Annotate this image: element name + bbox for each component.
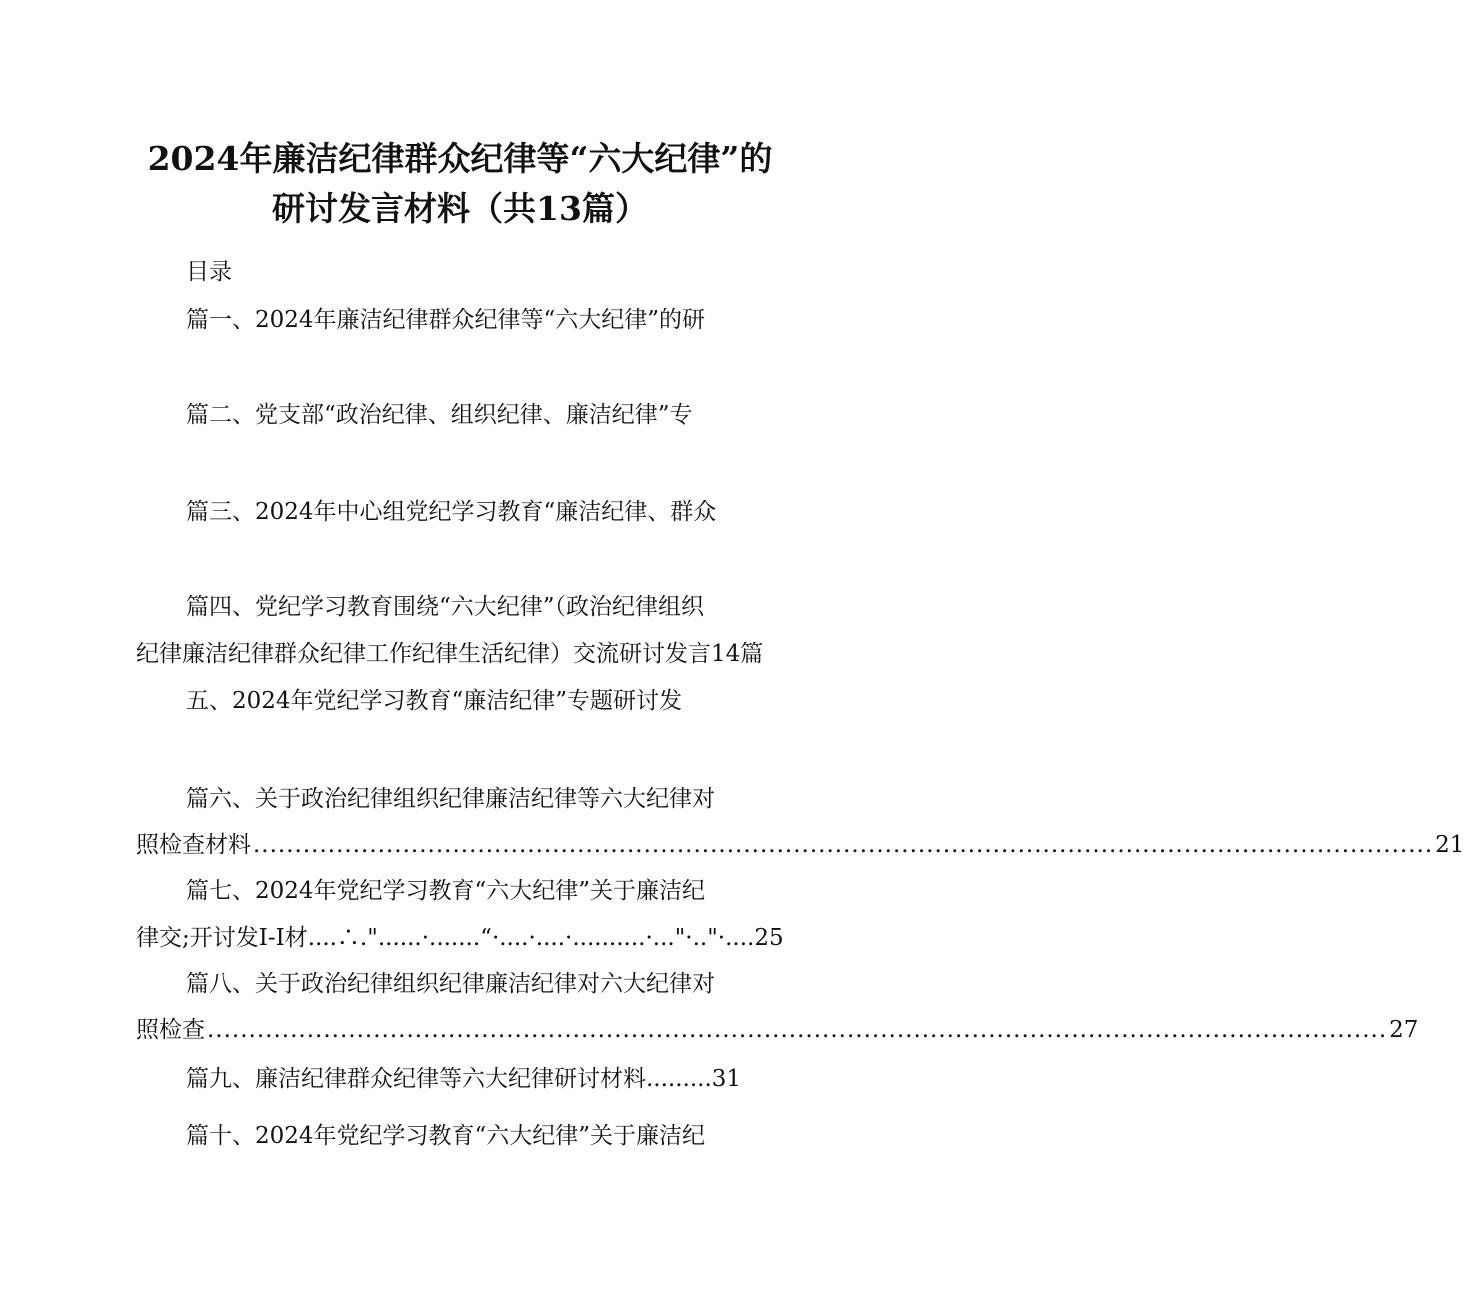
toc-entry-8-page: 27 [1389,1017,1419,1043]
toc-entry-6: 篇六、关于政治纪律组织纪律廉洁纪律等六大纪律对 [186,786,715,812]
toc-entry-8-continuation [136,1015,1419,1045]
toc-entry-7-continuation: 律交;开讨发I-I材....∴."......·.......“·....·....·..........·..."·.."·....25 [136,925,784,951]
toc-heading: 目录 [186,259,232,285]
toc-dot-leader: .............................................................................................................................................. [207,1017,1388,1043]
document-title-line-2: 研讨发言材料（共13篇） [272,189,648,228]
toc-entry-10: 篇十、2024年党纪学习教育“六大纪律”关于廉洁纪 [186,1123,706,1149]
toc-entry-8-label: 照检查 [136,1017,205,1043]
document-title-line-1: 2024年廉洁纪律群众纪律等“六大纪律”的 [147,139,773,178]
toc-entry-6-continuation [136,830,1464,860]
toc-entry-3: 篇三、2024年中心组党纪学习教育“廉洁纪律、群众 [186,499,717,525]
toc-entry-5: 五、2024年党纪学习教育“廉洁纪律”专题研讨发 [186,688,683,714]
toc-entry-9: 篇九、廉洁纪律群众纪律等六大纪律研讨材料.........31 [186,1066,742,1092]
toc-entry-2: 篇二、党支部“政治纪律、组织纪律、廉洁纪律”专 [186,402,693,428]
toc-entry-4-continuation: 纪律廉洁纪律群众纪律工作纪律生活纪律）交流研讨发言14篇 [136,641,764,667]
toc-entry-7: 篇七、2024年党纪学习教育“六大纪律”关于廉洁纪 [186,878,706,904]
toc-entry-1: 篇一、2024年廉洁纪律群众纪律等“六大纪律”的研 [186,307,706,333]
toc-entry-8: 篇八、关于政治纪律组织纪律廉洁纪律对六大纪律对 [186,971,715,997]
toc-entry-4: 篇四、党纪学习教育围绕“六大纪律”（政治纪律组织 [186,594,705,620]
toc-entry-6-label: 照检查材料 [136,832,251,858]
toc-entry-6-page: 21 [1435,832,1464,858]
toc-dot-leader: .............................................................................................................................................. [253,832,1434,858]
